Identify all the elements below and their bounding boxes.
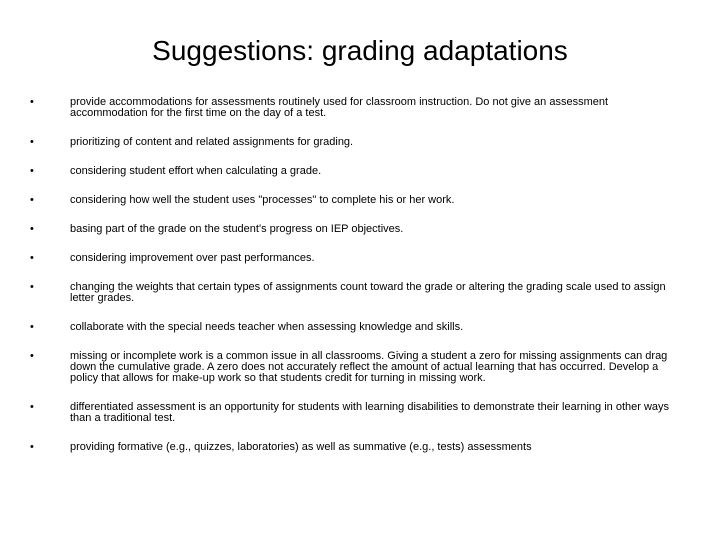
bullet-item — [30, 322, 680, 333]
bullet-dot: • — [30, 136, 34, 148]
bullet-item — [30, 97, 680, 119]
bullet-dot: • — [30, 194, 34, 206]
bullet-dot: • — [30, 401, 34, 413]
bullet-text: differentiated assessment is an opportunity for students with learning disabilities to demonstrate their learning in other ways than a traditional test. — [70, 401, 670, 424]
bullet-list — [30, 97, 680, 471]
bullet-item — [30, 137, 680, 148]
bullet-text: considering improvement over past performances. — [70, 252, 315, 264]
bullet-text: changing the weights that certain types of assignments count toward the grade or altering the grading scale used to assign letter grades. — [70, 281, 666, 304]
bullet-dot: • — [30, 96, 34, 108]
bullet-item — [30, 195, 680, 206]
bullet-dot: • — [30, 252, 34, 264]
slide-title: Suggestions: grading adaptations — [152, 35, 568, 66]
bullet-item — [30, 402, 680, 424]
bullet-text: prioritizing of content and related assignments for grading. — [70, 136, 354, 148]
bullet-item — [30, 224, 680, 235]
bullet-text: considering how well the student uses "processes" to complete his or her work. — [70, 194, 455, 206]
bullet-item — [30, 166, 680, 177]
bullet-dot: • — [30, 441, 34, 453]
bullet-text: providing formative (e.g., quizzes, laboratories) as well as summative (e.g., tests) assessments — [70, 441, 532, 453]
bullet-dot: • — [30, 223, 34, 235]
bullet-text: basing part of the grade on the student's progress on IEP objectives. — [70, 223, 404, 235]
bullet-dot: • — [30, 281, 34, 293]
bullet-item — [30, 351, 680, 384]
bullet-item — [30, 282, 680, 304]
bullet-item — [30, 442, 680, 453]
bullet-item — [30, 253, 680, 264]
bullet-text: missing or incomplete work is a common issue in all classrooms. Giving a student a zero for missing assignments can drag down the cumulative grade. A zero does not accurately reflect the amount of actual learning that has occurred. Develop a policy that allows for make-up work so that students credit for turning in missing work. — [70, 350, 668, 384]
bullet-text: considering student effort when calculating a grade. — [70, 165, 322, 177]
bullet-dot: • — [30, 321, 34, 333]
bullet-text: collaborate with the special needs teacher when assessing knowledge and skills. — [70, 321, 464, 333]
bullet-dot: • — [30, 350, 34, 362]
bullet-text: provide accommodations for assessments routinely used for classroom instruction. Do not give an assessment accommodation for the first time on the day of a test. — [70, 96, 609, 119]
bullet-dot: • — [30, 165, 34, 177]
